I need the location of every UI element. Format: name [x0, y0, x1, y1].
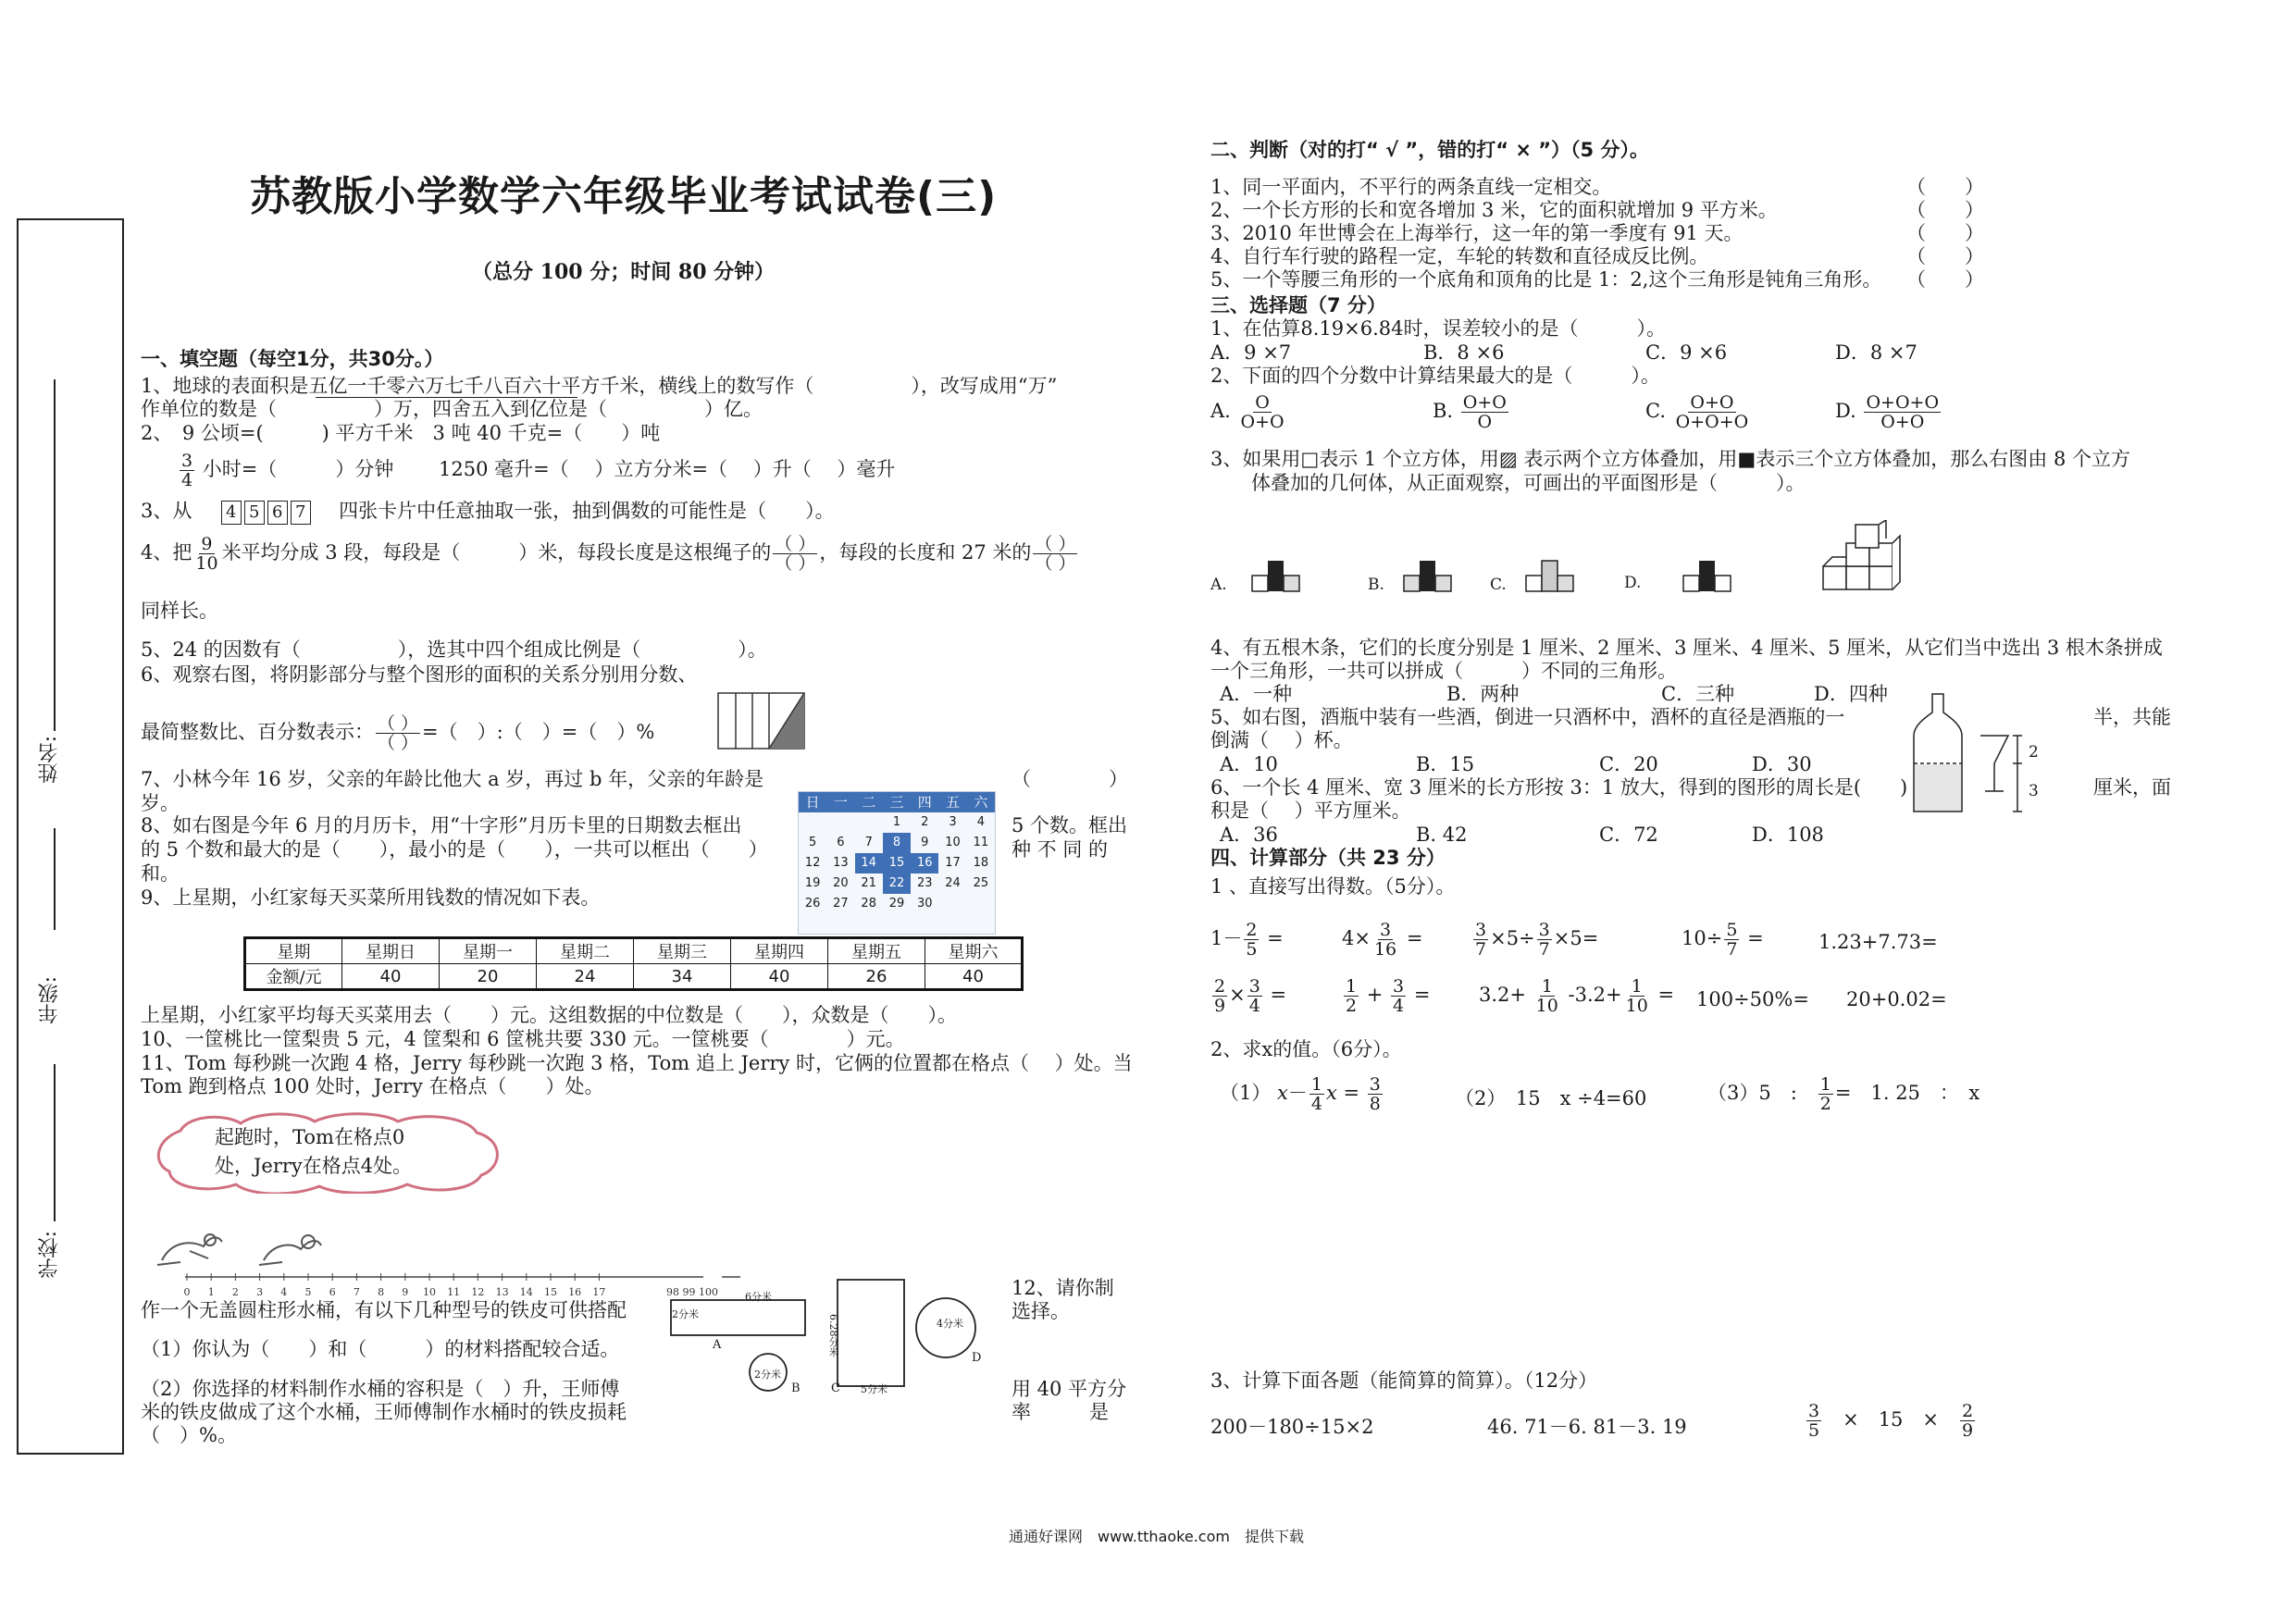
choice-q6-opt-c: C．72 — [1599, 824, 1658, 846]
q3-opt-b-figure — [1403, 560, 1454, 592]
q11-line2: Tom 跑到格点 100 处时，Jerry 在格点（ ）处。 — [141, 1075, 604, 1097]
q11-line1: 11、Tom 每秒跳一次跑 4 格，Jerry 每秒跳一次跑 3 格，Tom 追上 Jerry 时，它俩的位置都在格点（ ）处。当 — [141, 1052, 1133, 1074]
q1-line1: 1、地球的表面积是五亿一千零六万七千八百六十平方千米，横线上的数写作（ ），改写成用“万” — [141, 375, 1058, 397]
table-cell: 24 — [537, 964, 634, 990]
q7-line1: 7、小林今年 16 岁，父亲的年龄比他大 a 岁，再过 b 年，父亲的年龄是 — [141, 768, 764, 790]
ruler-tick-label: 16 — [568, 1286, 582, 1298]
binding-name-label: 姓名: — [38, 736, 61, 784]
judgment-item: 5、一个等腰三角形的一个底角和顶角的比是 1：2,这个三角形是钝角三角形。 — [1210, 268, 1882, 291]
q3-opt-c-label: C. — [1490, 576, 1507, 594]
ruler-tick-label: 1 — [207, 1286, 215, 1298]
binding-grade-label: 年级: — [38, 976, 61, 1024]
q4: 4、把 $\frac{9}{10}$ 米平均分成 3 段，每段是（ ）米，每段长度是这根绳子的 $\frac{( )}{( )}$ ，每段的长度和 27 米的 $\frac{( )}{( )}$ — [141, 534, 1076, 574]
calendar-header — [799, 792, 995, 812]
choice-q1-opt-d: D．8 ×7 — [1835, 341, 1917, 364]
ruler-tick-label: 8 — [378, 1286, 385, 1298]
shape-d-label: D — [972, 1351, 982, 1365]
calendar-date: 26 — [804, 897, 821, 911]
q3-opt-a-figure — [1251, 560, 1302, 592]
calendar-date: 21 — [861, 876, 876, 890]
binding-school-line — [54, 1064, 56, 1221]
calendar-date: 24 — [945, 876, 961, 890]
table-header-cell: 星期五 — [828, 938, 925, 964]
choice-q5-line2: 倒满（ ）杯。 — [1210, 729, 1353, 751]
judgment-answer-blank[interactable]: （ ） — [1906, 268, 1984, 291]
q4-blank-fraction-1: $\frac{( )}{( )}$ — [775, 534, 816, 574]
q7-blank: （ ） — [1011, 768, 1128, 790]
ruler-tick-label: 11 — [447, 1286, 461, 1298]
calendar-date — [826, 914, 854, 935]
q3-opt-a-label: A. — [1210, 576, 1227, 594]
q3-opt-d-figure — [1682, 560, 1733, 592]
judgment-answer-blank[interactable]: （ ） — [1906, 176, 1984, 198]
calendar-date: 13 — [833, 856, 849, 870]
calc-2-2: $\frac{1}{2}$ + $\frac{3}{4}$ = — [1346, 976, 1431, 1016]
q12-line5: （ ）%。 — [141, 1424, 237, 1446]
table-header-cell: 星期一 — [440, 938, 537, 964]
choice-q4-opt-b: B．两种 — [1446, 683, 1520, 705]
calendar-day-header: 一 — [833, 794, 848, 811]
calendar-day-header: 五 — [946, 794, 961, 811]
choice-q2: 2、下面的四个分数中计算结果最大的是（ ）。 — [1210, 365, 1660, 387]
calendar-day-header: 二 — [862, 794, 876, 811]
q9: 9、上星期，小红家每天买菜所用钱数的情况如下表。 — [141, 886, 601, 909]
q4-end: 同样长。 — [141, 600, 218, 622]
calendar-grid — [799, 812, 995, 935]
bottle-dim-top: 2 — [2029, 743, 2039, 762]
ruler-tick-label: 3 — [256, 1286, 264, 1298]
cloud-line1: 起跑时，Tom在格点0 — [215, 1126, 405, 1148]
judgment-answer-blank[interactable]: （ ） — [1906, 222, 1984, 244]
q3-opt-c-figure — [1525, 560, 1576, 592]
choice-q4-line2: 一个三角形，一共可以拼成（ ）不同的三角形。 — [1210, 660, 1677, 682]
calendar-date: 12 — [804, 856, 821, 870]
q6-blank-fraction: $\frac{( )}{( )}$ — [378, 713, 419, 753]
calendar-day-header: 三 — [889, 794, 904, 811]
choice-q2-option — [1645, 393, 1752, 431]
shape-b-label: B — [791, 1381, 800, 1395]
footer-credit: 通通好课网 www.tthaoke.com 提供下载 — [1009, 1528, 1304, 1545]
table-cell: 40 — [925, 964, 1023, 990]
section3-heading: 三、选择题（7 分） — [1210, 294, 1386, 316]
solve-x-1: （1） x－ $\frac{1}{4}$ x = $\frac{3}{8}$ — [1220, 1074, 1381, 1114]
calendar-date: 8 — [883, 833, 911, 853]
choice-q1-opt-b: B．8 ×6 — [1423, 341, 1505, 364]
calendar-date: 22 — [883, 873, 911, 894]
judgment-item: 1、同一平面内，不平行的两条直线一定相交。 — [1210, 176, 1612, 198]
choice-q5-opt-c: C．20 — [1599, 753, 1658, 775]
q8-line1-right: 5 个数。框出 — [1011, 814, 1128, 836]
calc-3-3: $\frac{3}{5}$ × 15 × $\frac{2}{9}$ — [1808, 1401, 1974, 1441]
cloud-line2: 处，Jerry在格点4处。 — [215, 1155, 413, 1177]
card-5: 5 — [244, 501, 265, 525]
calendar-date — [967, 894, 995, 914]
calendar-date: 2 — [921, 815, 929, 829]
judgment-item: 4、自行车行驶的路程一定，车轮的转数和直径成反比例。 — [1210, 245, 1709, 267]
binding-name-line — [54, 379, 56, 731]
choice-q1-opt-a: A．9 ×7 — [1210, 341, 1292, 364]
calendar-day-header: 四 — [917, 794, 932, 811]
judgment-item: 3、2010 年世博会在上海举行，这一年的第一季度有 91 天。 — [1210, 222, 1744, 244]
calendar-date: 19 — [804, 876, 821, 890]
calc-1-5: 1.23+7.73= — [1818, 931, 1938, 953]
calc-2-1: $\frac{2}{9}$ × $\frac{3}{4}$ = — [1214, 976, 1287, 1016]
choice-q5-line1: 5、如右图，酒瓶中装有一些酒，倒进一只酒杯中，酒杯的直径是酒瓶的一 — [1210, 706, 1845, 728]
calendar-date: 10 — [945, 836, 961, 849]
ruler-tick-label: 0 — [183, 1286, 191, 1298]
choice-q2-option-fraction: $\frac{O}{O+O}$ — [1240, 392, 1285, 432]
q5: 5、24 的因数有（ ），选其中四个组成比例是（ ）。 — [141, 638, 767, 661]
solve-x-2: （2） 15 x ÷4=60 — [1455, 1087, 1647, 1109]
choice-q2-option — [1210, 393, 1288, 431]
q3: 3、从 4 5 6 7 四张卡片中任意抽取一张，抽到偶数的可能性是（ ）。 — [141, 500, 835, 525]
card-6: 6 — [267, 501, 288, 525]
q3-cube-stack — [1818, 520, 1902, 603]
q9-answers: 上星期，小红家平均每天买菜用去（ ）元。这组数据的中位数是（ ），众数是（ ）。 — [141, 1004, 957, 1026]
choice-q4-opt-c: C．三种 — [1661, 683, 1735, 705]
calc-1-2: 4× $\frac{3}{16}$ = — [1342, 920, 1423, 960]
choice-q2-option-letter: A. — [1210, 400, 1237, 422]
choice-q2-option — [1835, 393, 1942, 431]
calendar-date: 30 — [917, 897, 933, 911]
judgment-item: 2、一个长方形的长和宽各增加 3 米，它的面积就增加 9 平方米。 — [1210, 199, 1778, 221]
calendar-day-header: 六 — [974, 794, 988, 811]
shape-c-label: C — [831, 1381, 840, 1395]
q6-shaded-figure — [717, 692, 805, 750]
page-title: 苏教版小学数学六年级毕业考试试卷(三) — [250, 173, 998, 220]
calc-3-1: 200－180÷15×2 — [1210, 1416, 1374, 1438]
grocery-money-table — [243, 936, 1024, 991]
q8-line2: 的 5 个数和最大的是（ ），最小的是（ ），一共可以框出（ ） — [141, 838, 768, 861]
choice-q6-opt-d: D．108 — [1752, 824, 1824, 846]
calendar-date: 18 — [973, 856, 989, 870]
calendar-date: 6 — [837, 836, 845, 849]
shape-a-dim: 2分米 — [672, 1308, 699, 1320]
table-cell: 40 — [731, 964, 828, 990]
card-7: 7 — [291, 501, 311, 525]
choice-q2-option — [1433, 393, 1510, 431]
q12-right-4: 率 是 — [1011, 1401, 1109, 1423]
shape-c-len: 5分米 — [861, 1383, 887, 1395]
judgment-answer-blank[interactable]: （ ） — [1906, 199, 1984, 221]
calendar-date: 29 — [888, 897, 905, 911]
ruler-tick-label: 5 — [304, 1286, 312, 1298]
choice-q2-option-letter: D. — [1835, 400, 1863, 422]
choice-q3-line2: 体叠加的几何体，从正面观察，可画出的平面图形是（ ）。 — [1251, 472, 1806, 494]
ruler-tick-label: 4 — [280, 1286, 288, 1298]
choice-q2-option-letter: B. — [1433, 400, 1459, 422]
table-header-cell: 星期 — [245, 938, 342, 964]
q7-line2: 岁。 — [141, 792, 180, 814]
calc-1-1: 1－ $\frac{2}{5}$ = — [1210, 920, 1284, 960]
june-calendar — [798, 791, 996, 935]
calendar-date: 20 — [833, 876, 849, 890]
ruler-tick-label: 6 — [329, 1286, 336, 1298]
calendar-date: 4 — [976, 815, 985, 829]
choice-q6-line1: 6、一个长 4 厘米、宽 3 厘米的长方形按 3：1 放大，得到的图形的周长是( ) — [1210, 776, 1908, 799]
q8-line3: 和。 — [141, 862, 180, 885]
ruler-tick-label: 14 — [519, 1286, 533, 1298]
ruler-tick-label: 15 — [544, 1286, 557, 1298]
choice-q1-opt-c: C．9 ×6 — [1645, 341, 1728, 364]
calc-1-3: $\frac{3}{7}$ ×5÷ $\frac{3}{7}$ ×5= — [1475, 920, 1599, 960]
shape-d-dim: 4分米 — [937, 1318, 963, 1330]
q12-line2: （1）你认为（ ）和（ ）的材料搭配较合适。 — [141, 1338, 620, 1360]
calc-part3-heading: 3、计算下面各题（能简算的简算）。（12分） — [1210, 1369, 1598, 1392]
table-cell: 金额/元 — [245, 964, 342, 990]
section2-heading: 二、判断（对的打“ √ ”，错的打“ × ”）（5 分）。 — [1210, 139, 1649, 161]
calc-2-5: 20+0.02= — [1846, 988, 1947, 1010]
choice-q3-line1: 3、如果用□表示 1 个立方体，用▨ 表示两个立方体叠加，用■表示三个立方体叠加，那么右图由 8 个立方 — [1210, 448, 2130, 470]
calendar-date — [855, 812, 883, 833]
table-header-cell: 星期六 — [925, 938, 1023, 964]
choice-q6-opt-a: A．36 — [1220, 824, 1278, 846]
q12-line4: 米的铁皮做成了这个水桶，王师傅制作水桶时的铁皮损耗 — [141, 1401, 627, 1423]
choice-q1: 1、在估算8.19×6.84时，误差较小的是（ ）。 — [1210, 317, 1666, 340]
table-header-cell: 星期三 — [634, 938, 731, 964]
q2-line1: 2、 9 公顷=( ) 平方千米 3 吨 40 千克=（ ）吨 — [141, 422, 661, 444]
choice-q2-option-fraction: $\frac{O+O}{O+O+O}$ — [1675, 392, 1749, 432]
calendar-date — [938, 894, 966, 914]
q1-line2: 作单位的数是（ ）万，四舍五入到亿位是（ ）亿。 — [141, 398, 763, 420]
calendar-date: 3 — [949, 815, 957, 829]
calendar-date: 1 — [892, 815, 901, 829]
q12-right-1: 12、请你制 — [1011, 1277, 1114, 1299]
choice-q4-opt-a: A．一种 — [1220, 683, 1293, 705]
q4-blank-fraction-2: $\frac{( )}{( )}$ — [1035, 534, 1076, 574]
section1-heading: 一、填空题（每空1分，共30分。） — [141, 348, 444, 370]
calendar-day-header: 日 — [805, 794, 820, 811]
binding-margin — [17, 218, 124, 1455]
calc-1-4: 10÷ $\frac{5}{7}$ = — [1682, 920, 1764, 960]
ruler-tick-label: 2 — [231, 1286, 239, 1298]
section4-heading: 四、计算部分（共 23 分） — [1210, 847, 1446, 869]
q4-fraction: $\frac{9}{10}$ — [195, 534, 218, 574]
calendar-date: 25 — [973, 876, 989, 890]
calendar-date: 7 — [864, 836, 873, 849]
choice-q5-opt-a: A．10 — [1220, 753, 1278, 775]
calc-part1-heading: 1 、直接写出得数。（5分）。 — [1210, 875, 1456, 898]
calendar-date — [826, 812, 854, 833]
choice-q2-option-letter: C. — [1645, 400, 1672, 422]
q3-opt-b-label: B. — [1368, 576, 1384, 594]
calendar-date: 15 — [883, 853, 911, 873]
q3-opt-d-label: D. — [1624, 574, 1642, 592]
choice-q4-opt-d: D．四种 — [1814, 683, 1888, 705]
calc-3-2: 46. 71－6. 81－3. 19 — [1487, 1416, 1687, 1438]
q12-line1: 作一个无盖圆柱形水桶，有以下几种型号的铁皮可供搭配 — [141, 1299, 627, 1321]
table-row — [245, 964, 1023, 990]
choice-q6-line1-right: 厘米，面 — [2093, 776, 2171, 799]
calendar-date: 23 — [917, 876, 933, 890]
q10: 10、一筐桃比一筐梨贵 5 元，4 筐梨和 6 筐桃共要 330 元。一筐桃要（ ）元。 — [141, 1028, 905, 1050]
calc-part2-heading: 2、求x的值。（6分）。 — [1210, 1038, 1402, 1060]
q6-line2: 最简整数比、百分数表示： $\frac{( )}{( )}$ =（ ）:（ ）=（ ）% — [141, 713, 655, 753]
choice-q2-option-fraction: $\frac{O+O+O}{O+O}$ — [1866, 392, 1940, 432]
ruler-tick-label: 10 — [423, 1286, 436, 1298]
ruler-tick-label: 7 — [353, 1286, 360, 1298]
calendar-date: 5 — [809, 836, 817, 849]
q12-right-2: 选择。 — [1011, 1300, 1070, 1322]
table-cell: 26 — [828, 964, 925, 990]
page-subtitle: （总分 100 分；时间 80 分钟） — [472, 260, 776, 284]
binding-school-label: 学校: — [38, 1231, 61, 1279]
choice-q4-line1: 4、有五根木条，它们的长度分别是 1 厘米、2 厘米、3 厘米、4 厘米、5 厘米，从它们当中选出 3 根木条拼成 — [1210, 637, 2163, 659]
shape-b-dim: 2分米 — [754, 1369, 781, 1381]
binding-grade-line — [54, 828, 56, 930]
shape-a-len: 6分米 — [745, 1291, 772, 1303]
choice-q2-option-fraction: $\frac{O+O}{O}$ — [1462, 392, 1507, 432]
solve-x-3: （3）5 : $\frac{1}{2}$ = 1. 25 ： x — [1707, 1074, 1980, 1114]
table-header-cell: 星期日 — [342, 938, 440, 964]
ruler-tick-label: 13 — [495, 1286, 509, 1298]
speech-cloud — [153, 1112, 504, 1194]
ruler-tick-label: 9 — [402, 1286, 409, 1298]
shape-a-label: A — [713, 1338, 722, 1352]
ruler-tick-label: 12 — [471, 1286, 485, 1298]
q2-fraction: $\frac{3}{4}$ — [181, 451, 193, 490]
bottle-dim-bottom: 3 — [2029, 782, 2039, 800]
calendar-date: 28 — [861, 897, 876, 911]
table-cell: 20 — [440, 964, 537, 990]
table-cell: 34 — [634, 964, 731, 990]
ruler-tick-label: 17 — [592, 1286, 606, 1298]
q8-line2-right: 种 不 同 的 — [1011, 838, 1109, 861]
table-cell: 40 — [342, 964, 440, 990]
calendar-date: 11 — [973, 836, 989, 849]
calendar-date — [799, 812, 826, 833]
ruler-end-label: 98 99 100 — [666, 1286, 718, 1298]
choice-q5-opt-d: D．30 — [1752, 753, 1812, 775]
q12-line3: （2）你选择的材料制作水桶的容积是（ ）升，王师傅 — [141, 1378, 620, 1400]
calendar-date: 14 — [855, 853, 883, 873]
calc-2-4: 100÷50%= — [1696, 988, 1809, 1010]
choice-q6-opt-b: B. 42 — [1416, 824, 1468, 846]
table-header-row — [245, 938, 1023, 964]
table-header-cell: 星期二 — [537, 938, 634, 964]
calendar-date: 16 — [911, 853, 938, 873]
judgment-answer-blank[interactable]: （ ） — [1906, 245, 1984, 267]
q2-line2: $\frac{3}{4}$ 小时=（ ）分钟 1250 毫升=（ ）立方分米=（ ）升（ ）毫升 — [181, 451, 896, 490]
choice-q5-line1-right: 半，共能 — [2093, 706, 2171, 728]
q8-line1: 8、如右图是今年 6 月的月历卡，用“十字形”月历卡里的日期数去框出 — [141, 814, 742, 836]
calendar-date — [799, 914, 826, 935]
choice-q5-opt-b: B．15 — [1416, 753, 1475, 775]
q12-right-3: 用 40 平方分 — [1011, 1378, 1127, 1400]
card-4: 4 — [221, 501, 242, 525]
q6-line1: 6、观察右图，将阴影部分与整个图形的面积的关系分别用分数、 — [141, 663, 698, 686]
choice-q6-line2: 积是（ ）平方厘米。 — [1210, 799, 1411, 822]
calendar-date: 9 — [921, 836, 929, 849]
calendar-date: 17 — [945, 856, 961, 870]
calc-2-3: 3.2+ $\frac{1}{10}$ -3.2+ $\frac{1}{10}$ = — [1479, 976, 1675, 1016]
table-header-cell: 星期四 — [731, 938, 828, 964]
shape-c-dim: 6.28分米 — [827, 1314, 839, 1357]
calendar-date: 27 — [833, 897, 849, 911]
